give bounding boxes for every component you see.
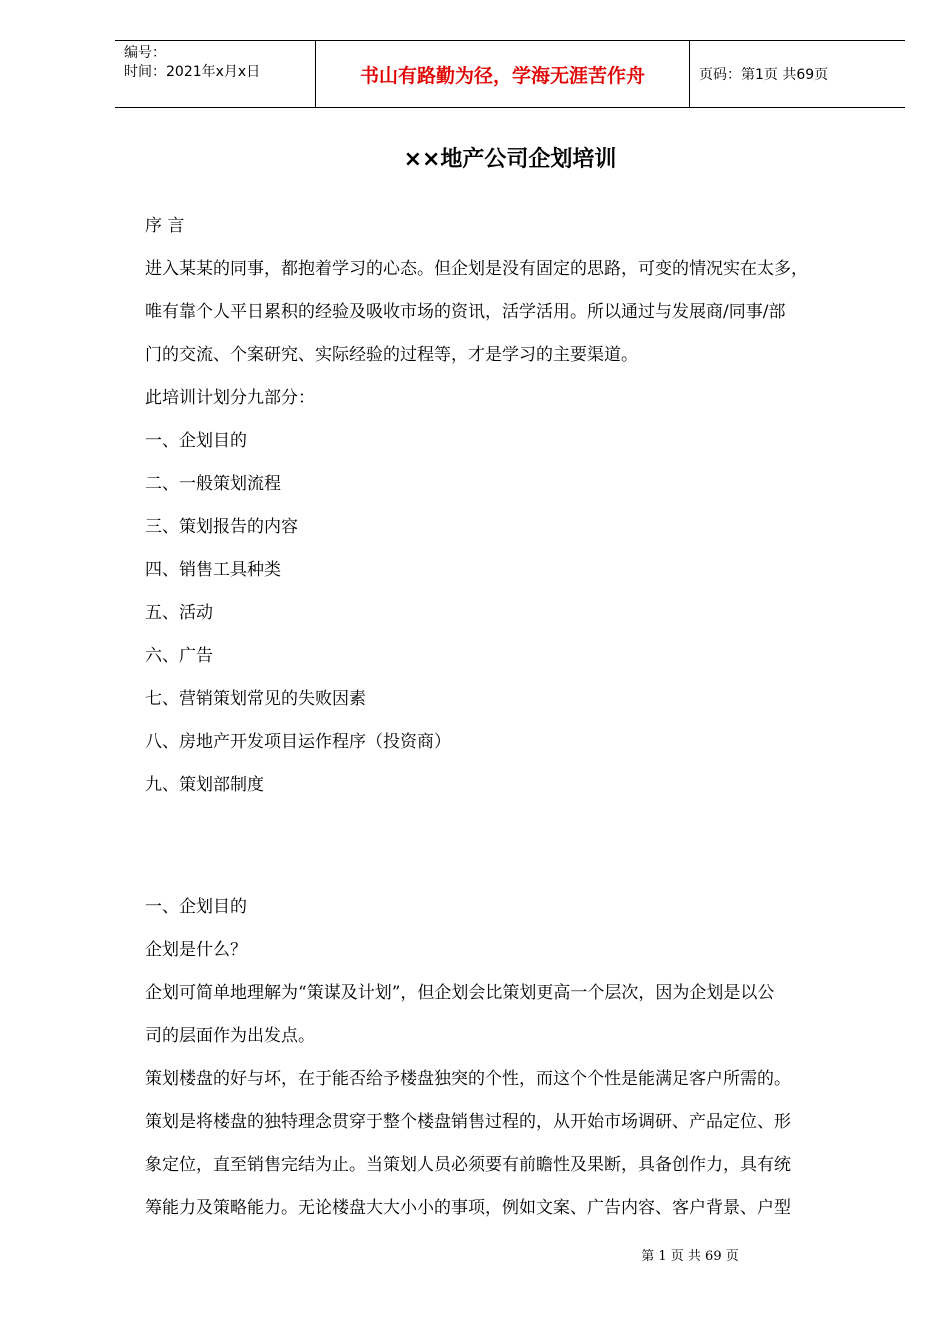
document-body [145, 205, 887, 1230]
page-header [115, 40, 905, 108]
header-motto: 书山有路勤为径，学海无涯苦作舟 [316, 41, 690, 107]
header-meta [115, 41, 316, 107]
body-line: 筹能力及策略能力。无论楼盘大大小小的事项，例如文案、广告内容、客户背景、户型 [145, 1198, 791, 1218]
document-time-label: 时间：2021年x月x日 [124, 64, 261, 80]
outline-item: 五、活动 [145, 603, 213, 623]
document-title: ××地产公司企划培训 [403, 147, 617, 172]
outline-item: 一、企划目的 [145, 431, 247, 451]
intro-line: 门的交流、个案研究、实际经验的过程等，才是学习的主要渠道。 [145, 345, 638, 365]
preface-heading: 序 言 [145, 216, 185, 236]
body-line: 企划可简单地理解为“策谋及计划”，但企划会比策划更高一个层次，因为企划是以公 [145, 983, 775, 1003]
section-spacer [145, 807, 887, 886]
header-page-number: 页码：第1页 共69页 [699, 67, 829, 83]
outline-item: 六、广告 [145, 646, 213, 666]
section-heading: 一、企划目的 [145, 897, 247, 917]
body-line: 象定位，直至销售完结为止。当策划人员必须要有前瞻性及果断，具备创作力，具有统 [145, 1155, 791, 1175]
body-line: 策划是将楼盘的独特理念贯穿于整个楼盘销售过程的，从开始市场调研、产品定位、形 [145, 1112, 791, 1132]
body-line: 策划楼盘的好与坏，在于能否给予楼盘独突的个性，而这个个性是能满足客户所需的。 [145, 1069, 791, 1089]
section-question: 企划是什么？ [145, 940, 247, 960]
outline-item: 二、一般策划流程 [145, 474, 281, 494]
document-number-label: 编号： [124, 45, 166, 61]
outline-item: 三、策划报告的内容 [145, 517, 298, 537]
body-line: 司的层面作为出发点。 [145, 1026, 315, 1046]
outline-intro: 此培训计划分九部分： [145, 388, 315, 408]
intro-line: 唯有靠个人平日累积的经验及吸收市场的资讯，活学活用。所以通过与发展商/同事/部 [145, 302, 786, 322]
outline-item: 七、营销策划常见的失败因素 [145, 689, 366, 709]
outline-item: 八、房地产开发项目运作程序（投资商） [145, 732, 451, 752]
intro-line: 进入某某的同事，都抱着学习的心态。但企划是没有固定的思路，可变的情况实在太多， [145, 259, 808, 279]
page-footer: 第 1 页 共 69 页 [641, 1249, 739, 1264]
outline-item: 九、策划部制度 [145, 775, 264, 795]
outline-item: 四、销售工具种类 [145, 560, 281, 580]
